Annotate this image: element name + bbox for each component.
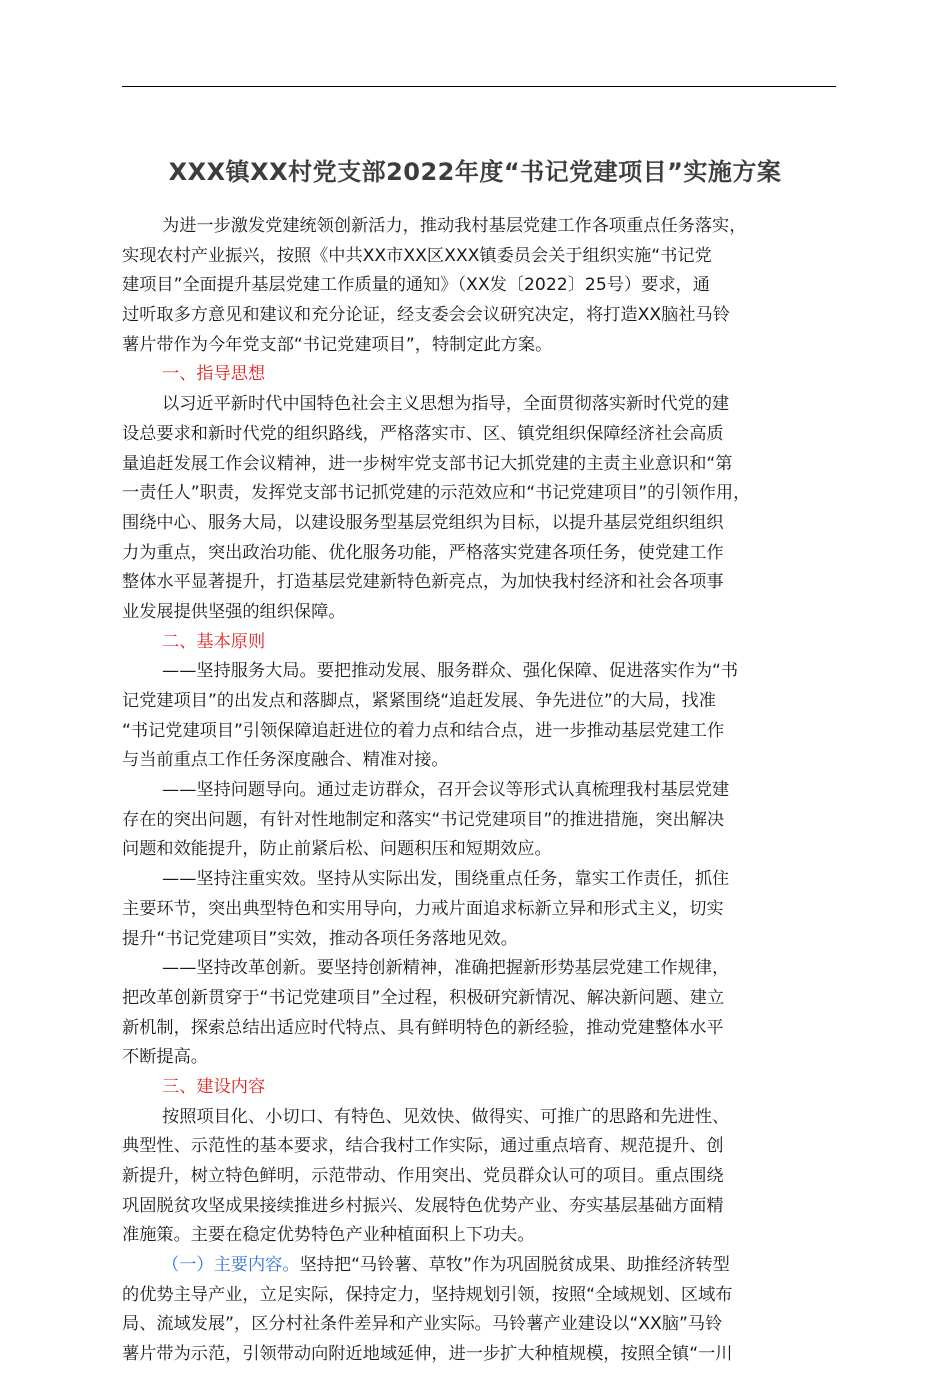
document-body	[122, 212, 846, 1400]
paragraph-line: 薯片带作为今年党支部“书记党建项目”，特制定此方案。	[122, 334, 553, 355]
paragraph-text: 坚持把“马铃薯、草牧”作为巩固脱贫成果、助推经济转型	[299, 1255, 730, 1276]
paragraph-line: 巩固脱贫攻坚成果接续推进乡村振兴、发展特色优势产业、夯实基层基础方面精	[122, 1195, 724, 1216]
paragraph-line: 局、流域发展”，区分村社条件差异和产业实际。马铃薯产业建设以“XX脑”马铃	[122, 1314, 723, 1335]
paragraph-line: 薯片带为示范，引领带动向附近地域延伸，进一步扩大种植规模，按照全镇“一川	[122, 1344, 733, 1365]
paragraph-line: 整体水平显著提升，打造基层党建新特色新亮点，为加快我村经济和社会各项事	[122, 572, 724, 593]
paragraph-line	[122, 1370, 846, 1400]
paragraph-line: 存在的突出问题，有针对性地制定和落实“书记党建项目”的推进措施，突出解决	[122, 809, 725, 830]
paragraph-line: 建项目”全面提升基层党建工作质量的通知》（XX发〔2022〕25号）要求，通	[122, 275, 710, 296]
subsection-heading-main-content: （一）主要内容。	[162, 1255, 300, 1276]
paragraph-line: 力为重点，突出政治功能、优化服务功能，严格落实党建各项任务，使党建工作	[122, 542, 724, 563]
paragraph-line: 围绕中心、服务大局，以建设服务型基层党组织为目标，以提升基层党组织组织	[122, 512, 724, 533]
paragraph-line: 按照项目化、小切口、有特色、见效快、做得实、可推广的思路和先进性、	[162, 1106, 730, 1127]
section-heading-guiding-ideology: 一、指导思想	[162, 364, 266, 385]
paragraph-line: 提升“书记党建项目”实效，推动各项任务落地见效。	[122, 928, 518, 949]
paragraph-line: 把改革创新贯穿于“书记党建项目”全过程，积极研究新情况、解决新问题、建立	[122, 987, 725, 1008]
header-rule	[122, 86, 836, 87]
paragraph-line: 新提升，树立特色鲜明，示范带动、作用突出、党员群众认可的项目。重点围绕	[122, 1166, 724, 1186]
paragraph-line: 主要环节，突出典型特色和实用导向，力戒片面追求标新立异和形式主义，切实	[122, 898, 724, 919]
paragraph-line: 量追赶发展工作会议精神，进一步树牢党支部书记大抓党建的主责主业意识和“第	[122, 453, 733, 474]
paragraph-line: 典型性、示范性的基本要求，结合我村工作实际，通过重点培育、规范提升、创	[122, 1136, 724, 1157]
paragraph-line: 的优势主导产业，立足实际，保持定力，坚持规划引领，按照“全域规划、区域布	[122, 1284, 733, 1305]
paragraph-line: 记党建项目”的出发点和落脚点，紧紧围绕“追赶发展、争先进位”的大局，找准	[122, 691, 716, 711]
section-heading-basic-principles: 二、基本原则	[162, 631, 266, 652]
section-heading-construction-content: 三、建设内容	[162, 1076, 266, 1097]
paragraph-line: 业发展提供坚强的组织保障。	[122, 601, 346, 622]
paragraph-line: 准施策。主要在稳定优势特色产业种植面积上下功夫。	[122, 1225, 535, 1246]
paragraph-line: “书记党建项目”引领保障追赶进位的着力点和结合点，进一步推动基层党建工作	[122, 720, 725, 741]
paragraph-line: 以习近平新时代中国特色社会主义思想为指导，全面贯彻落实新时代党的建	[162, 394, 730, 415]
paragraph-line: 新机制，探索总结出适应时代特点、具有鲜明特色的新经验，推动党建整体水平	[122, 1017, 724, 1038]
paragraph-line: 一责任人”职责，发挥党支部书记抓党建的示范效应和“书记党建项目”的引领作用，	[122, 483, 751, 504]
paragraph-line: 过听取多方意见和建议和充分论证，经支委会会议研究决定，将打造XX脑社马铃	[122, 305, 730, 326]
paragraph-line: 设总要求和新时代党的组织路线，严格落实市、区、镇党组织保障经济社会高质	[122, 423, 724, 444]
paragraph-line: ——坚持改革创新。要坚持创新精神，准确把握新形势基层党建工作规律，	[162, 958, 730, 979]
subsection-line	[122, 1251, 846, 1281]
paragraph-line: 为进一步激发党建统领创新活力，推动我村基层党建工作各项重点任务落实，	[162, 216, 747, 236]
paragraph-line: 实现农村产业振兴，按照《中共XX市XX区XXX镇委员会关于组织实施“书记党	[122, 245, 712, 266]
document-title: XXX镇XX村党支部2022年度“书记党建项目”实施方案	[168, 158, 782, 186]
paragraph-line: 与当前重点工作任务深度融合、精准对接。	[122, 750, 449, 771]
paragraph-line: ——坚持服务大局。要把推动发展、服务群众、强化保障、促进落实作为“书	[162, 661, 739, 682]
paragraph-line: 不断提高。	[122, 1047, 208, 1068]
paragraph-line: ——坚持注重实效。坚持从实际出发，围绕重点任务，靠实工作责任，抓住	[162, 869, 730, 890]
paragraph-line: 问题和效能提升，防止前紧后松、问题积压和短期效应。	[122, 839, 552, 860]
paragraph-line: ——坚持问题导向。通过走访群众，召开会议等形式认真梳理我村基层党建	[162, 780, 730, 801]
